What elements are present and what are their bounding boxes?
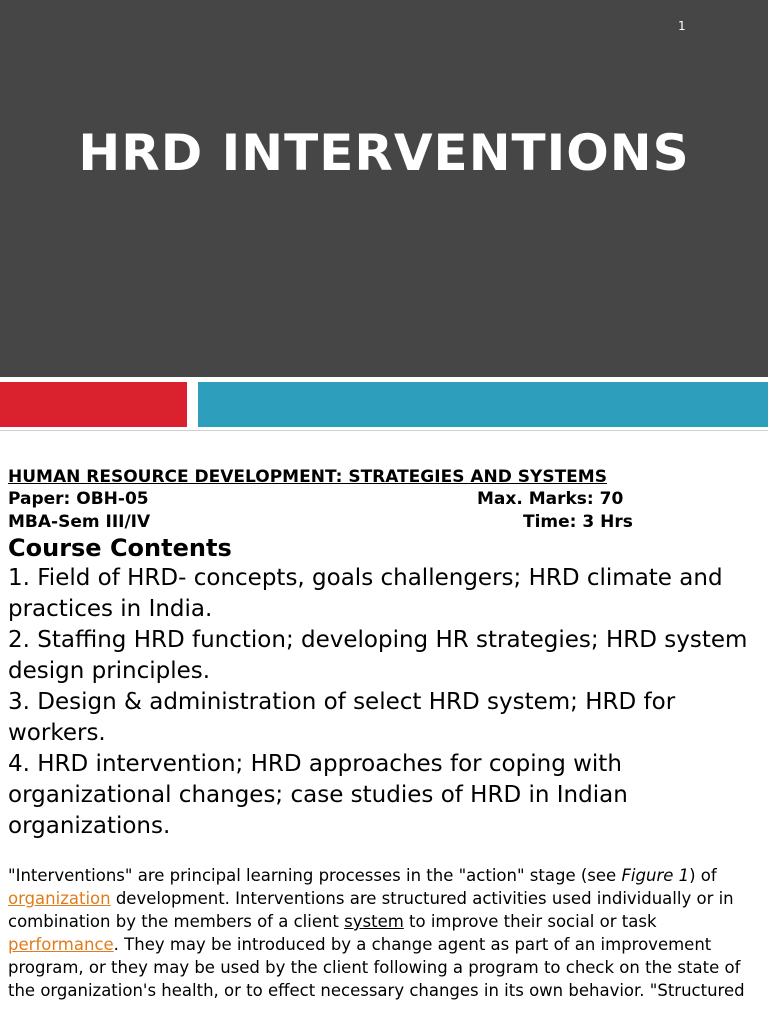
topic-item: 3. Design & administration of select HRD system; HRD for workers. [8,689,676,746]
title-banner [0,0,768,377]
program-name: MBA-Sem III/IV [8,512,151,532]
contents-heading: Course Contents [8,534,232,562]
accent-band-red [0,382,187,427]
exam-time: Time: 3 Hrs [523,512,633,532]
paper-code: Paper: OBH-05 [8,489,149,509]
organization-link[interactable]: organization [8,889,111,908]
slide-body [8,466,760,1002]
meta-row-program [8,511,760,534]
page-number: 1 [678,19,686,33]
topic-item: 2. Staffing HRD function; developing HR strategies; HRD system design principles. [8,627,748,684]
paragraph-text: development. Interventions are structured activities used individually or in combination by the members of a client [8,889,734,931]
paragraph-text: . They may be introduced by a change agent as part of an improvement program, or they may be used by the client following a program to check on the state of the organization's health, or to effect necessary changes in its own behavior. "Structured [8,935,745,1000]
system-link[interactable]: system [344,912,404,931]
meta-row-paper [8,488,760,511]
accent-band-blue [198,382,768,427]
interventions-paragraph [8,864,760,1002]
paragraph-text: ) of [689,866,717,885]
figure-reference: Figure 1 [621,866,690,885]
topic-item: 4. HRD intervention; HRD approaches for coping with organizational changes; case studies of HRD in Indian organizations. [8,751,628,839]
max-marks: Max. Marks: 70 [477,489,624,509]
performance-link[interactable]: performance [8,935,114,954]
slide-title: HRD INTERVENTIONS [78,124,690,182]
divider-line [0,430,768,431]
course-title: HUMAN RESOURCE DEVELOPMENT: STRATEGIES AND SYSTEMS [8,467,607,487]
paragraph-text: to improve their social or task [403,912,657,931]
topic-item: 1. Field of HRD- concepts, goals challengers; HRD climate and practices in India. [8,565,723,622]
paragraph-text: "Interventions" are principal learning processes in the "action" stage (see [8,866,622,885]
